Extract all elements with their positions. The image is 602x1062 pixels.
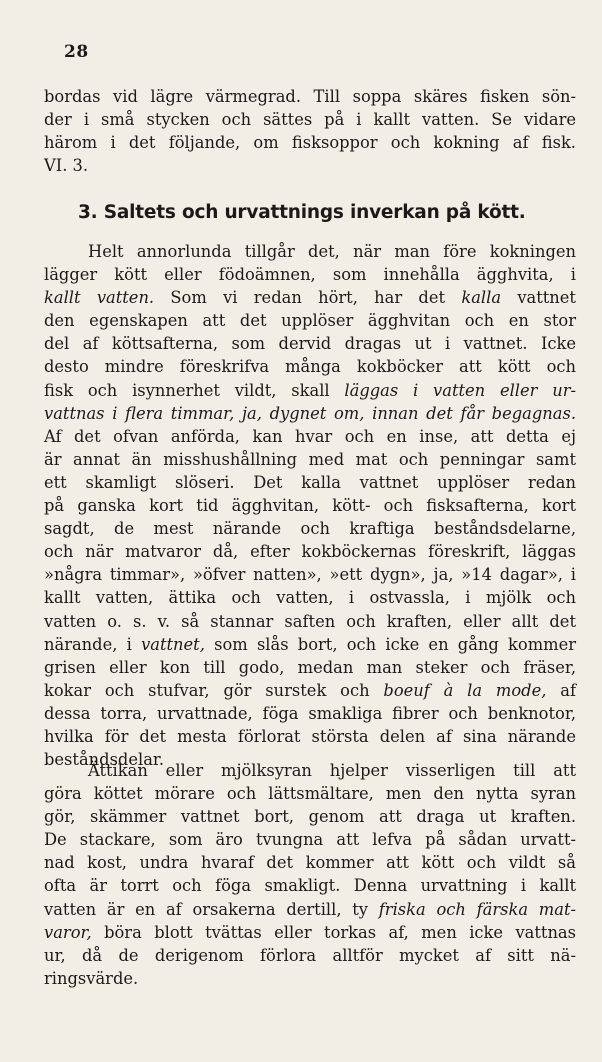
text-line: desto mindre föreskrifva många kokböcker att kött och	[44, 357, 576, 377]
text-line: bordas vid lägre värmegrad. Till soppa skäres fisken sön-	[44, 87, 576, 106]
text-segment: som slås bort, och icke en gång kommer	[204, 634, 576, 654]
italic-text: varor,	[44, 922, 92, 942]
text-line: på ganska kort tid ägghvitan, kött- och fisksafterna, kort	[44, 496, 576, 516]
page-number: 28	[64, 42, 89, 62]
paragraph-acid	[44, 759, 576, 990]
text-line	[44, 402, 576, 425]
text-line	[44, 633, 576, 656]
text-line: ofta är torrt och föga smakligt. Denna urvattning i kallt	[44, 876, 576, 896]
text-line: den egenskapen att det upplöser ägghvitan och en stor	[44, 311, 576, 331]
text-line: kallt vatten, ättika och vatten, i ostvassla, i mjölk och	[44, 588, 576, 608]
text-segment: fisk och isynnerhet vildt, skall	[44, 380, 345, 400]
italic-text: kalla	[461, 288, 502, 308]
text-line: Af det ofvan anförda, kan hvar och en inse, att detta ej	[44, 426, 576, 446]
text-line: der i små stycken och sättes på i kallt vatten. Se vidare	[44, 110, 576, 130]
text-line: beståndsdelar.	[44, 750, 165, 770]
text-line: vatten o. s. v. så stannar saften och kraften, eller allt det	[44, 611, 576, 631]
text-line: härom i det följande, om fisksoppor och kokning af fisk.	[44, 133, 576, 153]
italic-text: läggas i vatten eller ur-	[344, 380, 576, 400]
italic-text: vattnas i flera timmar, ja, dygnet om, innan det får begagnas.	[44, 403, 576, 423]
text-segment: närande, i	[44, 634, 142, 654]
text-line	[44, 379, 576, 402]
text-line: Helt annorlunda tillgår det, när man före kokningen	[88, 242, 576, 261]
text-line: hvilka för det mesta förlorat största delen af sina närande	[44, 726, 576, 746]
text-segment: böra blott tvättas eller torkas af, men icke vattnas	[91, 922, 576, 942]
text-line: gör, skämmer vattnet bort, genom att draga ut kraften.	[44, 807, 576, 827]
text-segment: vatten är en af orsakerna dertill, ty	[44, 899, 379, 919]
italic-text: boeuf à la mode,	[383, 680, 547, 700]
text-line: De stackare, som äro tvungna att lefva på sådan urvatt-	[44, 830, 576, 850]
text-line	[44, 679, 576, 702]
text-line: »några timmar», »öfver natten», »ett dygn», ja, »14 dagar», i	[44, 565, 576, 585]
paragraph-intro	[44, 85, 576, 177]
text-line	[44, 898, 576, 921]
text-segment: vattnet	[501, 288, 576, 308]
text-line: ringsvärde.	[44, 968, 139, 988]
italic-text: friska och färska mat-	[378, 899, 576, 919]
text-line: är annat än misshushållning med mat och penningar samt	[44, 449, 576, 469]
text-line	[44, 921, 576, 944]
text-line	[44, 286, 576, 309]
italic-text: vattnet,	[141, 634, 205, 654]
text-line: ett skamligt slöseri. Det kalla vattnet upplöser redan	[44, 472, 576, 492]
text-segment: Som vi redan hört, har det	[154, 288, 462, 308]
italic-text: kallt vatten.	[44, 288, 155, 308]
text-segment: af	[546, 680, 576, 700]
text-line: och när matvaror då, efter kokböckernas föreskrift, läggas	[44, 542, 576, 562]
text-line: ur, då de derigenom förlora alltför mycket af sitt nä-	[44, 945, 576, 965]
text-line: lägger kött eller födoämnen, som innehålla ägghvita, i	[44, 265, 576, 285]
text-line: Ättikan eller mjölksyran hjelper visserligen till att	[88, 761, 576, 780]
text-segment: kokar och stufvar, gör surstek och	[44, 680, 384, 700]
text-line: grisen eller kon till godo, medan man steker och fräser,	[44, 657, 576, 677]
text-line: göra köttet mörare och lättsmältare, men den nytta syran	[44, 784, 576, 804]
text-line: del af köttsafterna, som dervid dragas ut i vattnet. Icke	[44, 334, 576, 354]
text-line: nad kost, undra hvaraf det kommer att kött och vildt så	[44, 853, 576, 873]
section-heading: 3. Saltets och urvattnings inverkan på kött.	[78, 202, 526, 223]
text-line: sagdt, de mest närande och kraftiga beståndsdelarne,	[44, 519, 576, 539]
text-line: VI. 3.	[44, 156, 89, 176]
paragraph-main	[44, 240, 576, 771]
text-line: dessa torra, urvattnade, föga smakliga fibrer och benknotor,	[44, 703, 576, 723]
